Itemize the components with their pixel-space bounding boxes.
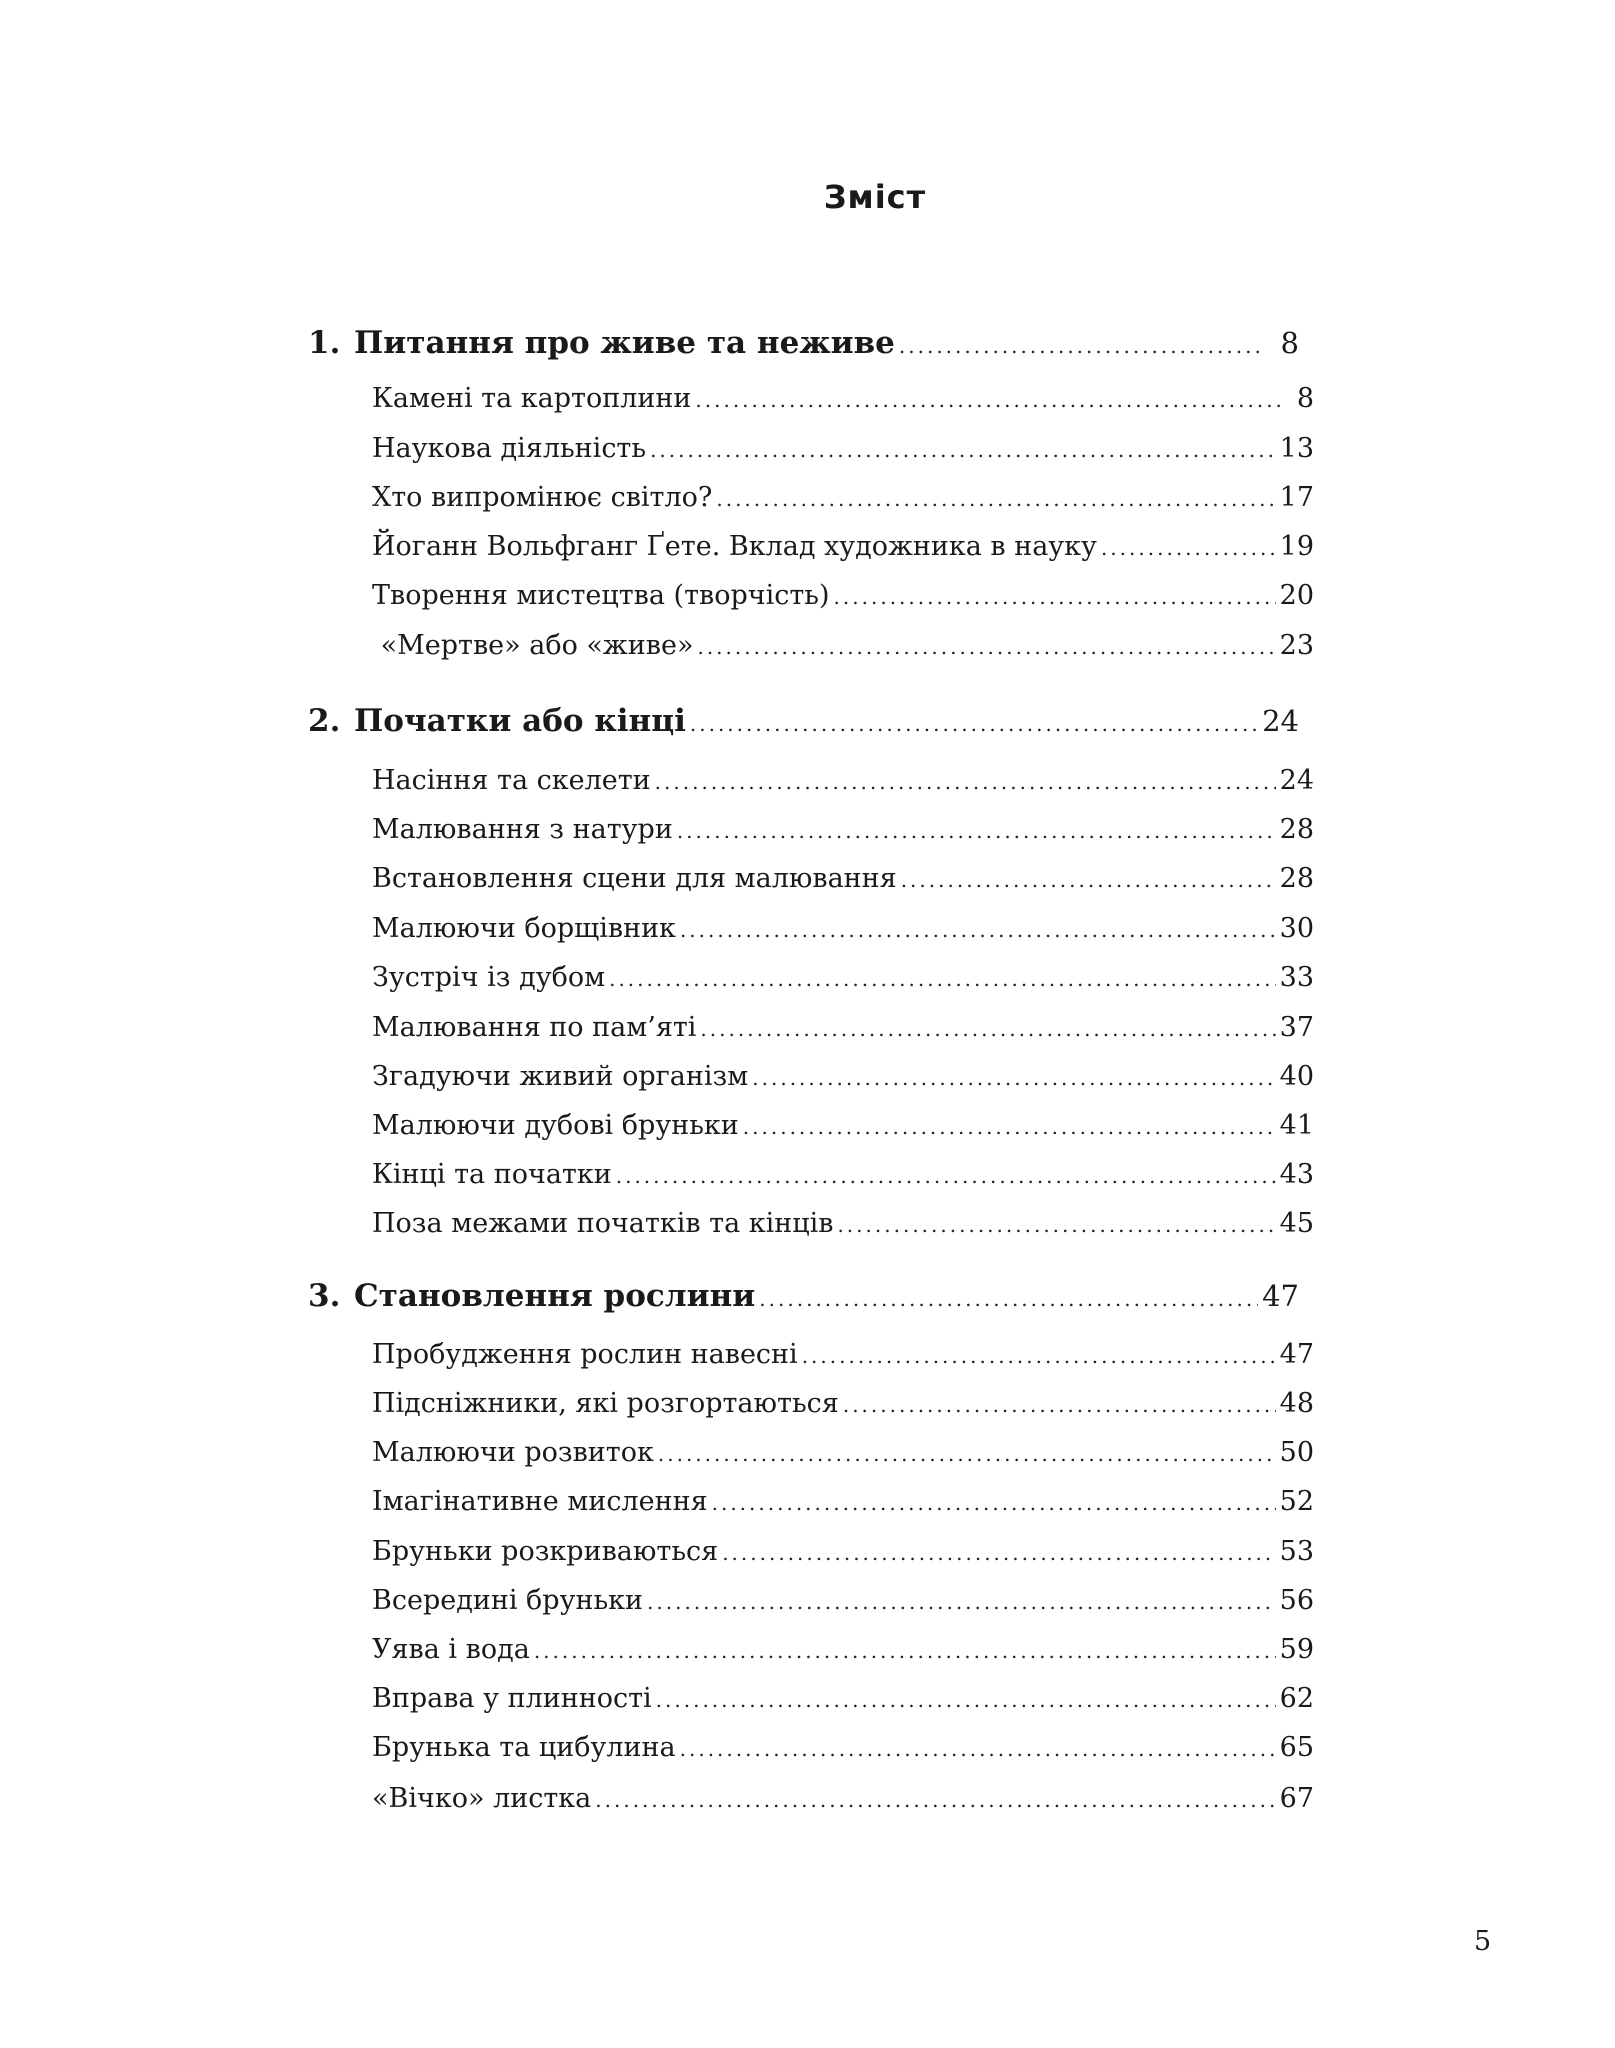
section-page: 56: [1279, 1585, 1314, 1616]
toc-section[interactable]: [372, 381, 1314, 417]
section-page: 62: [1279, 1683, 1314, 1714]
section-title: Малювання по пам’яті: [372, 1012, 697, 1043]
section-page: 13: [1279, 433, 1314, 464]
toc-section[interactable]: [372, 529, 1314, 565]
toc-section[interactable]: [372, 1206, 1314, 1242]
toc-section[interactable]: [372, 1108, 1314, 1144]
section-title: «Мертве» або «живе»: [372, 630, 694, 661]
toc-section[interactable]: [372, 1157, 1314, 1193]
chapter-title: Початки або кінці: [354, 703, 686, 739]
section-page: 40: [1279, 1061, 1314, 1092]
section-page: 23: [1279, 630, 1314, 661]
chapter-number: 3.: [308, 1278, 341, 1314]
page-number: 5: [1474, 1926, 1492, 1957]
chapter-page: 8: [1280, 326, 1299, 360]
chapter-number: 1.: [308, 325, 341, 361]
dot-leader: [752, 1060, 1275, 1096]
dot-leader: [690, 706, 1258, 742]
section-title: Уява і вода: [372, 1634, 530, 1665]
section-title: Наукова діяльність: [372, 433, 647, 464]
section-title: Малювання з натури: [372, 814, 673, 845]
dot-leader: [658, 1436, 1276, 1472]
dot-leader: [647, 1584, 1276, 1620]
section-title: Малюючи дубові бруньки: [372, 1110, 739, 1141]
toc-section[interactable]: [372, 1632, 1314, 1668]
section-page: 20: [1279, 580, 1314, 611]
toc-chapter-3[interactable]: [308, 1278, 1299, 1314]
toc-section[interactable]: [372, 1386, 1314, 1422]
section-page: 45: [1279, 1208, 1314, 1239]
dot-leader: [697, 629, 1275, 665]
section-page: 52: [1279, 1486, 1314, 1517]
toc-section[interactable]: [372, 861, 1314, 897]
dot-leader: [759, 1281, 1258, 1317]
dot-leader: [712, 1485, 1276, 1521]
toc-section[interactable]: [372, 1681, 1314, 1717]
dot-leader: [837, 1207, 1275, 1243]
section-page: 33: [1279, 962, 1314, 993]
section-page: 43: [1279, 1159, 1314, 1190]
section-title: Бруньки розкриваються: [372, 1536, 719, 1567]
toc-chapter-2[interactable]: [308, 703, 1299, 739]
section-page: 53: [1279, 1536, 1314, 1567]
toc-section[interactable]: [372, 1337, 1314, 1373]
section-page: 50: [1279, 1437, 1314, 1468]
toc-section[interactable]: [372, 431, 1314, 467]
section-page: 37: [1279, 1012, 1314, 1043]
section-page: 8: [1296, 383, 1314, 414]
chapter-title: Питання про живе та неживе: [354, 325, 895, 361]
section-title: Підсніжники, які розгортаються: [372, 1388, 839, 1419]
section-title: Зустріч із дубом: [372, 962, 606, 993]
chapter-page: 24: [1262, 704, 1299, 738]
section-page: 48: [1279, 1388, 1314, 1419]
section-title: Насіння та скелети: [372, 765, 651, 796]
section-title: Йоганн Вольфганг Ґете. Вклад художника в науку: [372, 531, 1097, 562]
dot-leader: [677, 813, 1276, 849]
dot-leader: [834, 579, 1276, 615]
section-title: Пробудження рослин навесні: [372, 1339, 798, 1370]
section-title: Малюючи борщівник: [372, 913, 676, 944]
page-title: Зміст: [823, 178, 927, 216]
dot-leader: [901, 862, 1276, 898]
toc-section[interactable]: [372, 1435, 1314, 1471]
toc-section[interactable]: [372, 578, 1314, 614]
dot-leader: [716, 481, 1275, 517]
section-page: 30: [1279, 913, 1314, 944]
dot-leader: [743, 1109, 1276, 1145]
chapter-title: Становлення рослини: [354, 1278, 756, 1314]
section-title: Імагінативне мислення: [372, 1486, 708, 1517]
dot-leader: [655, 764, 1276, 800]
dot-leader: [899, 328, 1265, 364]
section-page: 67: [1279, 1783, 1314, 1814]
dot-leader: [680, 1731, 1276, 1767]
dot-leader: [722, 1535, 1275, 1571]
toc-section[interactable]: [372, 1781, 1314, 1817]
dot-leader: [656, 1682, 1276, 1718]
toc-section[interactable]: [372, 1583, 1314, 1619]
dot-leader: [595, 1782, 1275, 1818]
dot-leader: [802, 1338, 1276, 1374]
dot-leader: [680, 912, 1276, 948]
section-page: 65: [1279, 1732, 1314, 1763]
chapter-page: 47: [1262, 1279, 1299, 1313]
section-title: Згадуючи живий організм: [372, 1061, 749, 1092]
section-title: Всередині бруньки: [372, 1585, 644, 1616]
section-page: 28: [1279, 814, 1314, 845]
dot-leader: [843, 1387, 1276, 1423]
toc-chapter-1[interactable]: [308, 325, 1299, 361]
section-title: Поза межами початків та кінців: [372, 1208, 834, 1239]
section-title: Камені та картоплини: [372, 383, 692, 414]
section-page: 17: [1279, 482, 1314, 513]
toc-section[interactable]: [372, 960, 1314, 996]
section-title: Вправа у плинності: [372, 1683, 652, 1714]
section-title: Хто випромінює світло?: [372, 482, 713, 513]
dot-leader: [616, 1158, 1276, 1194]
section-page: 59: [1279, 1634, 1314, 1665]
dot-leader: [534, 1633, 1276, 1669]
dot-leader: [650, 432, 1276, 468]
section-page: 41: [1279, 1110, 1314, 1141]
toc-section[interactable]: [372, 480, 1314, 516]
section-title: Кінці та початки: [372, 1159, 612, 1190]
section-title: Малюючи розвиток: [372, 1437, 654, 1468]
section-title: Брунька та цибулина: [372, 1732, 676, 1763]
section-title: «Вічко» листка: [372, 1783, 592, 1814]
toc-section[interactable]: [372, 1484, 1314, 1520]
toc-section[interactable]: [372, 763, 1314, 799]
toc-section[interactable]: [372, 1534, 1314, 1570]
section-page: 24: [1279, 765, 1314, 796]
section-title: Творення мистецтва (творчість): [372, 580, 830, 611]
chapter-number: 2.: [308, 703, 341, 739]
dot-leader: [700, 1011, 1275, 1047]
section-page: 47: [1279, 1339, 1314, 1370]
toc-section[interactable]: [372, 628, 1314, 664]
toc-section[interactable]: [372, 911, 1314, 947]
dot-leader: [1101, 530, 1276, 566]
section-title: Встановлення сцени для малювання: [372, 863, 897, 894]
toc-section[interactable]: [372, 1730, 1314, 1766]
toc-section[interactable]: [372, 1010, 1314, 1046]
dot-leader: [695, 382, 1280, 418]
toc-section[interactable]: [372, 812, 1314, 848]
dot-leader: [609, 961, 1276, 997]
toc-section[interactable]: [372, 1059, 1314, 1095]
section-page: 19: [1279, 531, 1314, 562]
section-page: 28: [1279, 863, 1314, 894]
